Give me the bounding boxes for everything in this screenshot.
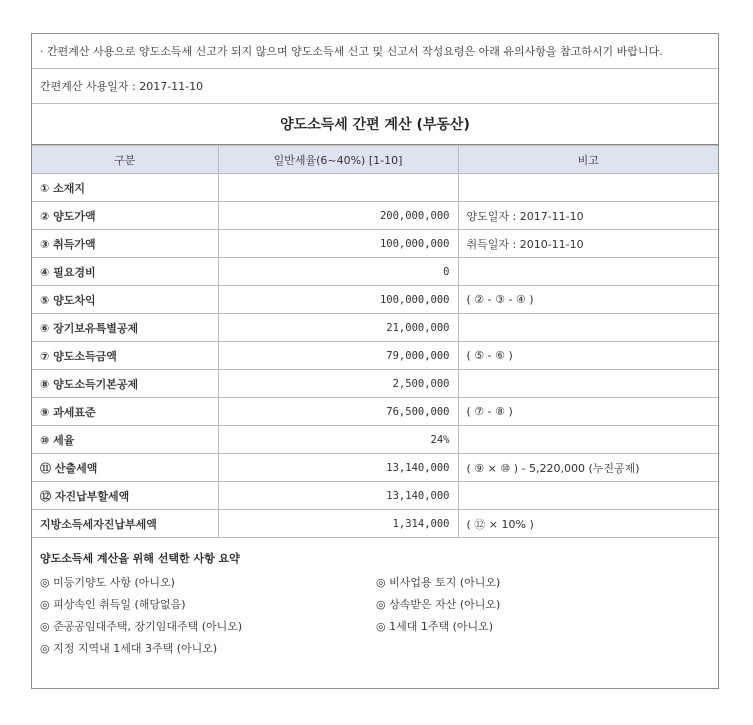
row-label: ⑧ 양도소득기본공제: [32, 370, 218, 398]
row-value: 200,000,000: [218, 202, 458, 230]
table-row: [32, 370, 718, 398]
row-note: ( ⑦ - ⑧ ): [458, 398, 718, 426]
summary-item: ◎ 미등기양도 사항 (아니오): [40, 576, 175, 589]
row-value: 100,000,000: [218, 286, 458, 314]
row-note: [458, 314, 718, 342]
tax-calculation-table: [32, 145, 718, 538]
summary-items: [40, 574, 710, 656]
row-label: ⑫ 자진납부할세액: [32, 482, 218, 510]
summary-item: ◎ 비사업용 토지 (아니오): [376, 576, 501, 589]
row-value: 21,000,000: [218, 314, 458, 342]
row-value: 76,500,000: [218, 398, 458, 426]
table-row: [32, 454, 718, 482]
row-label: ⑥ 장기보유특별공제: [32, 314, 218, 342]
row-label: 지방소득세자진납부세액: [32, 510, 218, 538]
column-header: 구분: [32, 146, 218, 174]
table-row: [32, 202, 718, 230]
row-label: ④ 필요경비: [32, 258, 218, 286]
table-row: [32, 510, 718, 538]
row-value: 2,500,000: [218, 370, 458, 398]
row-value: 100,000,000: [218, 230, 458, 258]
usage-date: 간편계산 사용일자 : 2017-11-10: [32, 69, 718, 104]
column-header: 비고: [458, 146, 718, 174]
row-value: 13,140,000: [218, 454, 458, 482]
summary-title: 양도소득세 계산을 위해 선택한 사항 요약: [40, 552, 240, 565]
row-note: 취득일자 : 2010-11-10: [458, 230, 718, 258]
summary-item: ◎ 상속받은 자산 (아니오): [376, 598, 501, 611]
table-row: [32, 342, 718, 370]
row-note: 양도일자 : 2017-11-10: [458, 202, 718, 230]
row-label: ③ 취득가액: [32, 230, 218, 258]
row-value: [218, 174, 458, 202]
row-note: [458, 426, 718, 454]
row-value: 1,314,000: [218, 510, 458, 538]
row-label: ⑪ 산출세액: [32, 454, 218, 482]
table-row: [32, 286, 718, 314]
row-note: [458, 482, 718, 510]
row-value: 79,000,000: [218, 342, 458, 370]
row-note: [458, 174, 718, 202]
row-note: [458, 258, 718, 286]
row-note: ( ⑨ × ⑩ ) - 5,220,000 (누진공제): [458, 454, 718, 482]
notice-text: · 간편계산 사용으로 양도소득세 신고가 되지 않으며 양도소득세 신고 및 신고서 작성요령은 아래 유의사항을 참고하시기 바랍니다.: [32, 34, 718, 69]
table-row: [32, 398, 718, 426]
summary-item: ◎ 피상속인 취득일 (해당없음): [40, 598, 186, 611]
row-note: [458, 370, 718, 398]
row-label: ⑩ 세율: [32, 426, 218, 454]
row-label: ⑨ 과세표준: [32, 398, 218, 426]
row-label: ⑤ 양도차익: [32, 286, 218, 314]
row-note: ( ② - ③ - ④ ): [458, 286, 718, 314]
table-row: [32, 426, 718, 454]
summary-item: ◎ 지정 지역내 1세대 3주택 (아니오): [40, 642, 218, 655]
table-row: [32, 314, 718, 342]
row-note: ( ⑤ - ⑥ ): [458, 342, 718, 370]
table-row: [32, 230, 718, 258]
row-value: 13,140,000: [218, 482, 458, 510]
row-label: ① 소재지: [32, 174, 218, 202]
calculation-result-panel: [31, 33, 719, 689]
row-label: ⑦ 양도소득금액: [32, 342, 218, 370]
table-row: [32, 482, 718, 510]
row-value: 0: [218, 258, 458, 286]
table-row: [32, 174, 718, 202]
table-header-row: [32, 146, 718, 174]
row-note: ( ⑫ × 10% ): [458, 510, 718, 538]
table-row: [32, 258, 718, 286]
summary-item: ◎ 1세대 1주택 (아니오): [376, 620, 494, 633]
summary-item: ◎ 준공공임대주택, 장기임대주택 (아니오): [40, 620, 243, 633]
row-label: ② 양도가액: [32, 202, 218, 230]
selection-summary: [32, 538, 718, 656]
column-header: 일반세율(6~40%) [1-10]: [218, 146, 458, 174]
page-title: 양도소득세 간편 계산 (부동산): [32, 104, 718, 145]
row-value: 24%: [218, 426, 458, 454]
